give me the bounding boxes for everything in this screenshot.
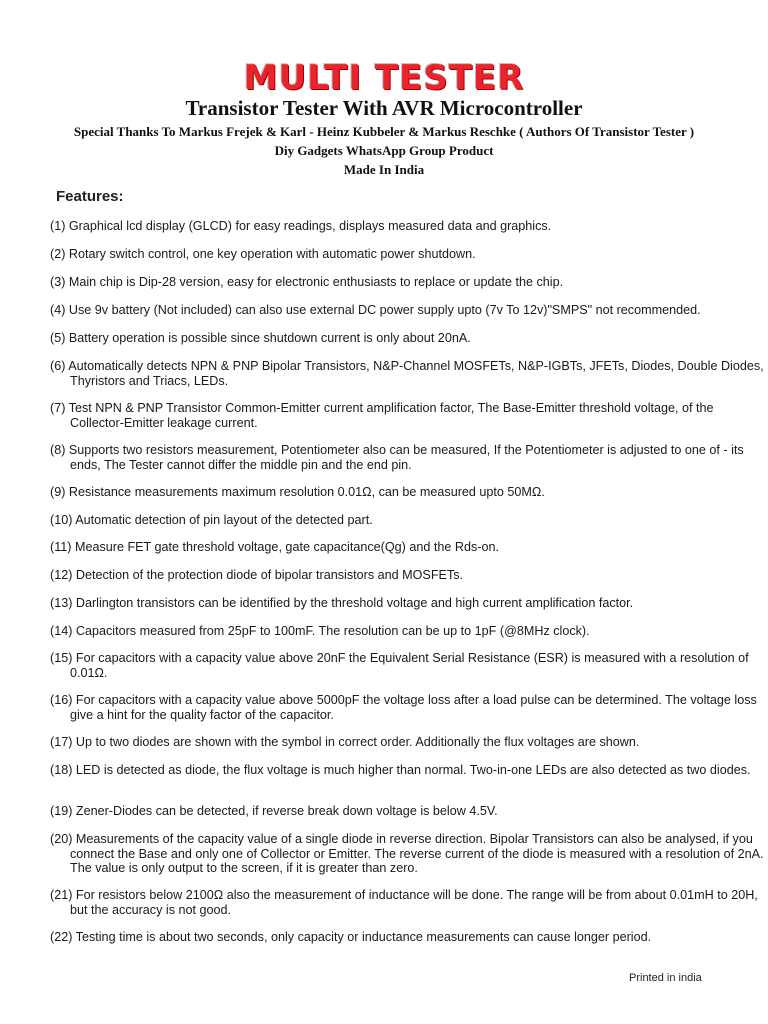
feature-item: (19) Zener-Diodes can be detected, if reverse break down voltage is below 4.5V. bbox=[50, 804, 498, 818]
features-heading: Features: bbox=[56, 188, 124, 205]
feature-item: (18) LED is detected as diode, the flux voltage is much higher than normal. Two-in-one LEDs are also detected as two diodes. bbox=[50, 763, 751, 777]
feature-item: (9) Resistance measurements maximum resolution 0.01Ω, can be measured upto 50MΩ. bbox=[50, 485, 545, 499]
feature-item: (16) For capacitors with a capacity value above 5000pF the voltage loss after a load pulse can be determined. The voltage loss give a hint for the quality factor of the capacitor. bbox=[50, 693, 757, 722]
feature-item: (8) Supports two resistors measurement, Potentiometer also can be measured, If the Potentiometer is adjusted to one of - its ends, The Tester cannot differ the middle pin and the end pin. bbox=[50, 443, 744, 472]
feature-item: (21) For resistors below 2100Ω also the measurement of inductance will be done. The range will be from about 0.01mH to 20H, but the accuracy is not good. bbox=[50, 888, 758, 917]
feature-item: (17) Up to two diodes are shown with the symbol in correct order. Additionally the flux voltages are shown. bbox=[50, 735, 640, 749]
feature-item: (3) Main chip is Dip-28 version, easy for electronic enthusiasts to replace or update the chip. bbox=[50, 275, 564, 289]
feature-item: (20) Measurements of the capacity value of a single diode in reverse direction. Bipolar Transistors can also be analysed, if you connect the Base and only one of Collector or Emitter. The reverse current of the diode is measured with a resolution of 2nA. The value is only output to the screen, if it is greater than zero. bbox=[50, 832, 764, 875]
feature-item: (7) Test NPN & PNP Transistor Common-Emitter current amplification factor, The Base-Emitter threshold voltage, of the Collector-Emitter leakage current. bbox=[50, 401, 714, 430]
origin-line: Made In India bbox=[343, 162, 425, 177]
logo-title: MULTI TESTER bbox=[243, 58, 525, 98]
feature-item: (13) Darlington transistors can be identified by the threshold voltage and high current amplification factor. bbox=[50, 596, 634, 610]
feature-item: (11) Measure FET gate threshold voltage, gate capacitance(Qg) and the Rds-on. bbox=[50, 540, 499, 554]
document-header bbox=[0, 58, 768, 179]
feature-item: (6) Automatically detects NPN & PNP Bipolar Transistors, N&P-Channel MOSFETs, N&P-IGBTs, JFETs, Diodes, Double Diodes, Thyristors and Triacs, LEDs. bbox=[50, 359, 764, 388]
feature-item: (5) Battery operation is possible since shutdown current is only about 20nA. bbox=[50, 331, 471, 345]
feature-item: (22) Testing time is about two seconds, only capacity or inductance measurements can cause longer period. bbox=[50, 930, 652, 944]
footer-note: Printed in india bbox=[629, 972, 702, 984]
credits-line: Special Thanks To Markus Frejek & Karl - Heinz Kubbeler & Markus Reschke ( Authors Of Transistor Tester ) bbox=[73, 124, 695, 139]
feature-item: (1) Graphical lcd display (GLCD) for easy readings, displays measured data and graphics. bbox=[50, 219, 552, 233]
feature-item: (4) Use 9v battery (Not included) can also use external DC power supply upto (7v To 12v)"SMPS" not recommended. bbox=[50, 303, 701, 317]
feature-item: (2) Rotary switch control, one key operation with automatic power shutdown. bbox=[50, 247, 476, 261]
feature-item: (14) Capacitors measured from 25pF to 100mF. The resolution can be up to 1pF (@8MHz clock). bbox=[50, 624, 590, 638]
product-line: Diy Gadgets WhatsApp Group Product bbox=[274, 143, 494, 158]
feature-item: (12) Detection of the protection diode of bipolar transistors and MOSFETs. bbox=[50, 568, 463, 582]
feature-item: (15) For capacitors with a capacity value above 20nF the Equivalent Serial Resistance (ESR) is measured with a resolution of 0.01Ω. bbox=[50, 651, 749, 680]
document-subtitle: Transistor Tester With AVR Microcontroller bbox=[185, 96, 583, 120]
feature-item: (10) Automatic detection of pin layout of the detected part. bbox=[50, 513, 373, 527]
